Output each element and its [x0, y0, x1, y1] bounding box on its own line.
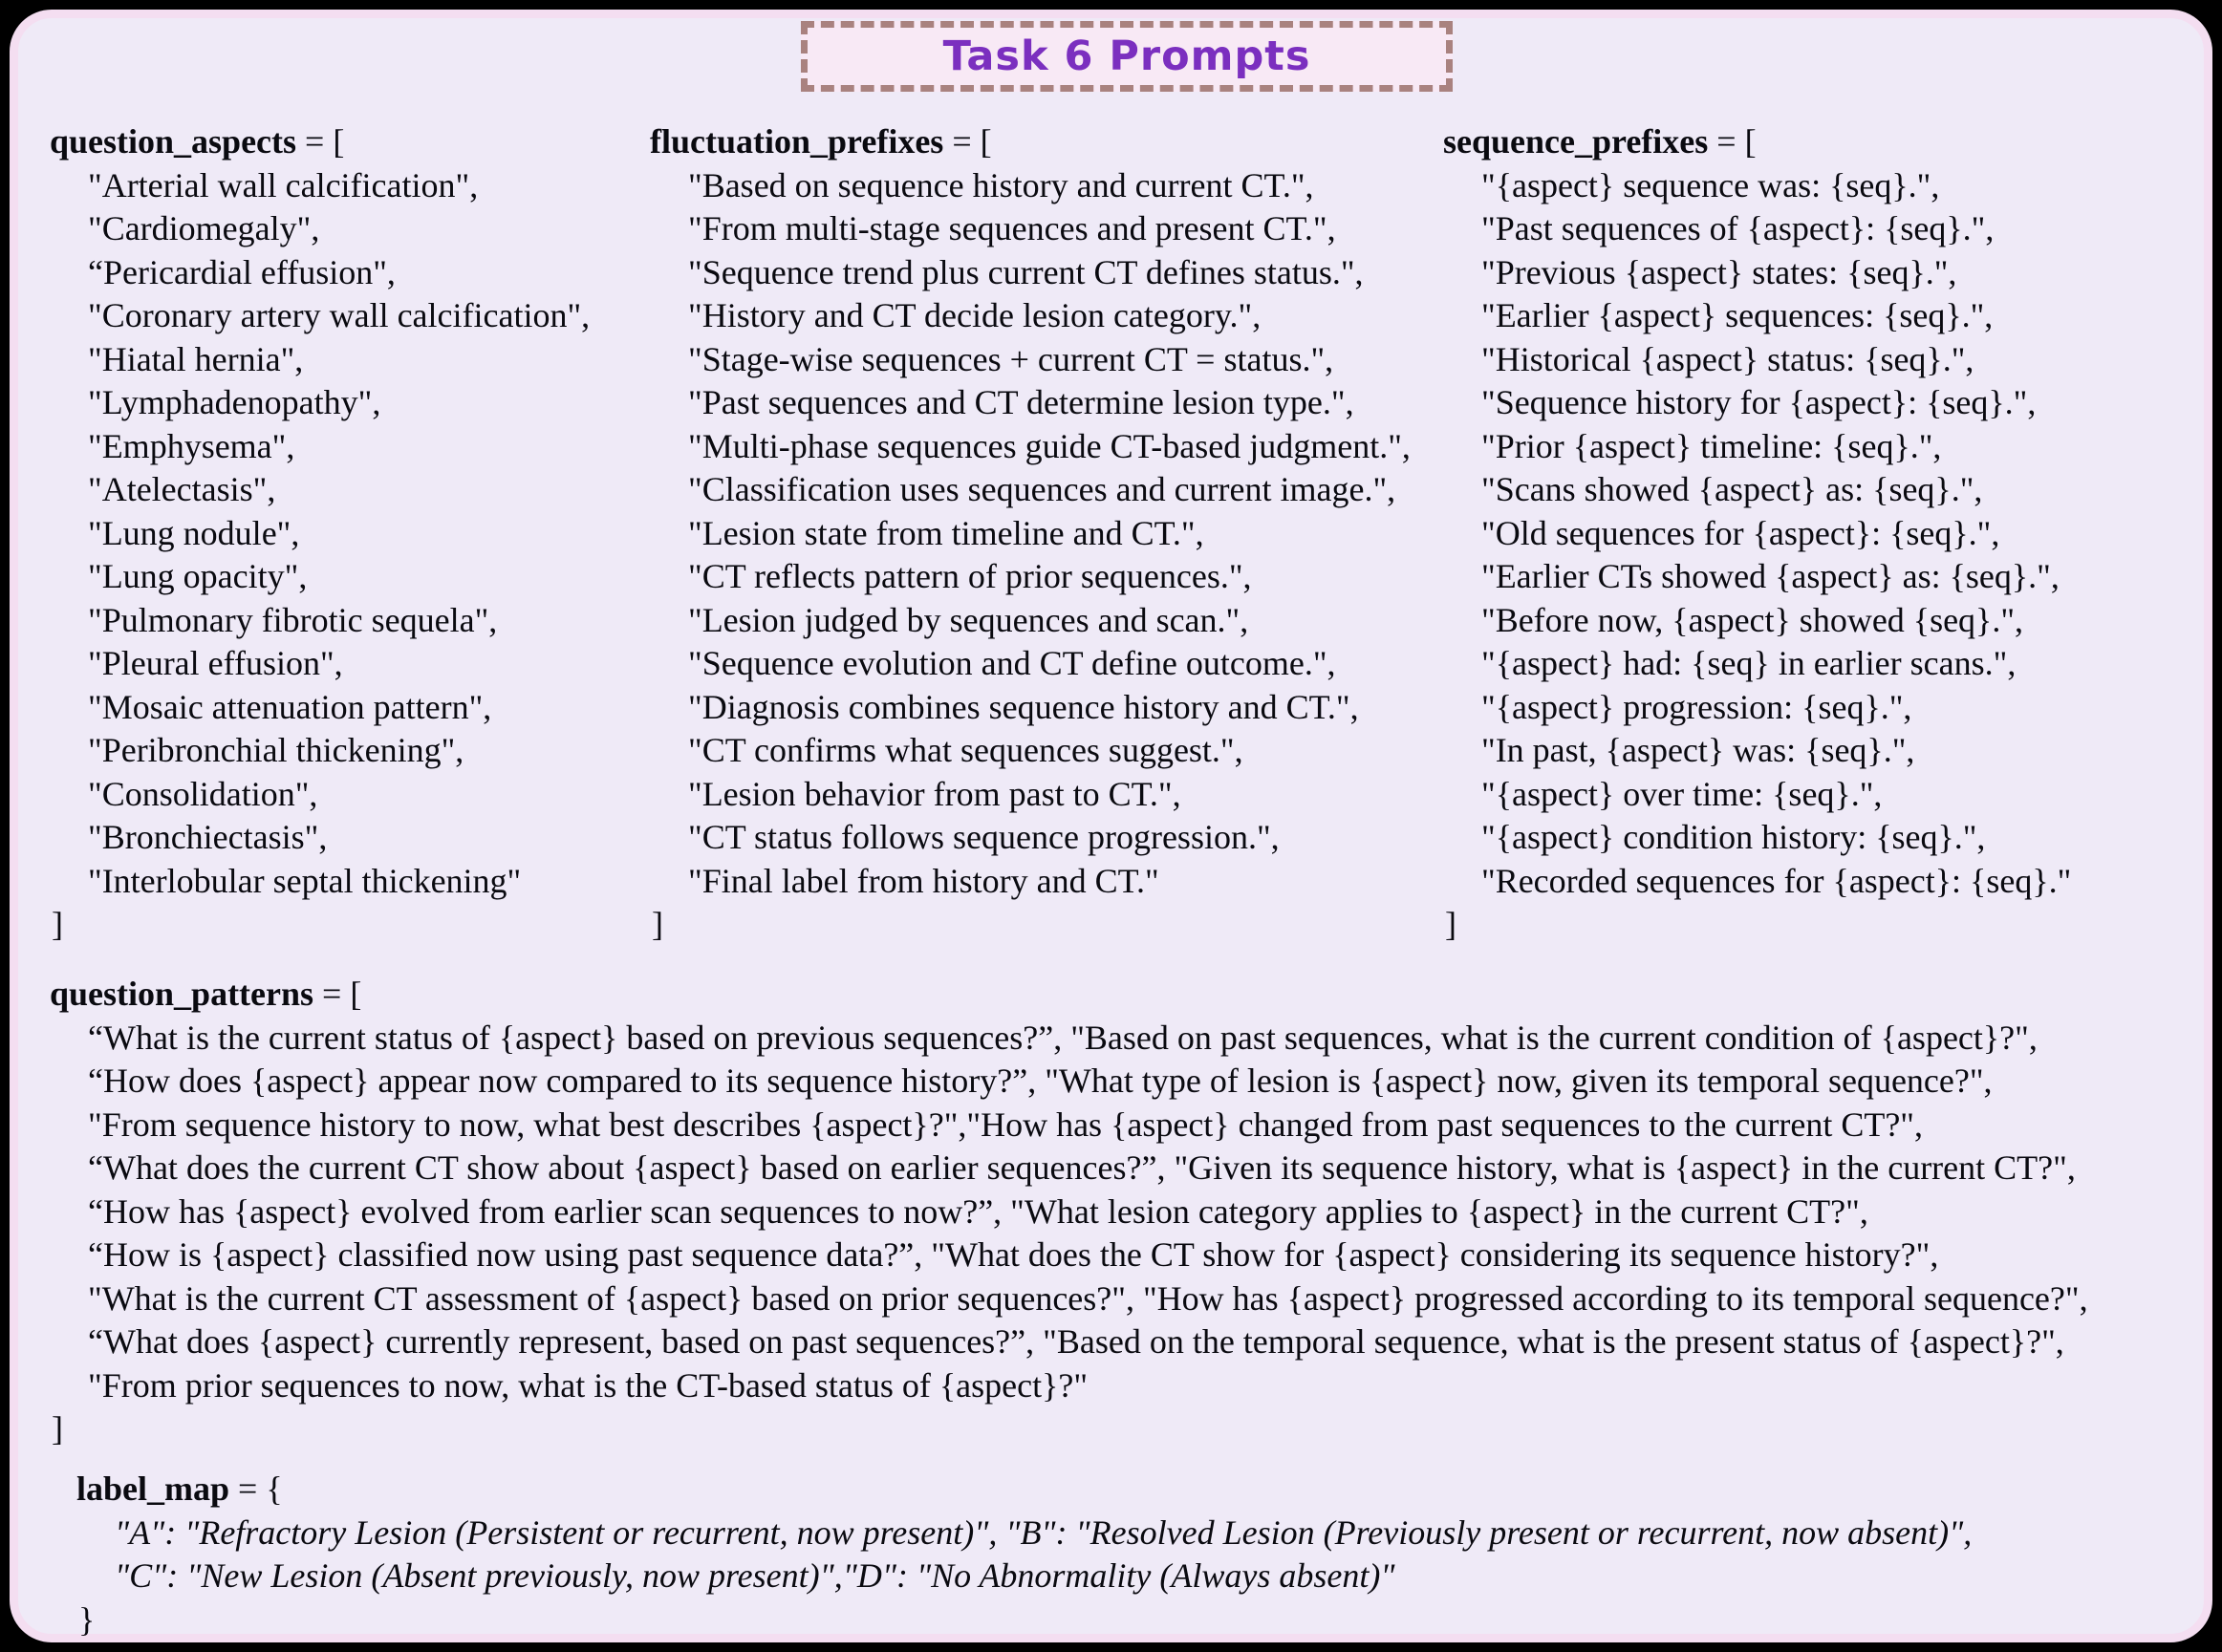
list-item: “Pericardial effusion",	[88, 252, 396, 291]
list-item: "Hiatal hernia",	[88, 339, 304, 378]
list-item: "{aspect} had: {seq} in earlier scans.",	[1481, 644, 2017, 682]
assign-open-bracket: = [	[952, 122, 992, 161]
list-item: "Lesion state from timeline and CT.",	[688, 513, 1204, 552]
list-item: “What does the current CT show about {aspect} based on earlier sequences?”, "Given its sequence history, what is {aspect} in the current CT?",	[88, 1148, 2076, 1187]
list-item: "A": "Refractory Lesion (Persistent or recurrent, now present)", "B": "Resolved Lesion (Previously present or recurrent, now absent)",	[115, 1513, 1973, 1552]
list-item: "Sequence trend plus current CT defines status.",	[688, 252, 1364, 291]
section-header	[1443, 120, 2071, 164]
variable-name: question_aspects	[50, 122, 297, 161]
section-label-map	[76, 1468, 1972, 1641]
assign-open-bracket: = [	[305, 122, 345, 161]
list-item: “How has {aspect} evolved from earlier scan sequences to now?”, "What lesion category applies to {aspect} in the current CT?",	[88, 1191, 1868, 1231]
title-box	[801, 21, 1453, 92]
close-bracket: ]	[1445, 905, 1456, 943]
list-item: "{aspect} condition history: {seq}.",	[1481, 818, 1986, 856]
variable-name: sequence_prefixes	[1443, 122, 1709, 161]
section-question-patterns	[50, 973, 2088, 1451]
list	[76, 1512, 1972, 1598]
list-item: "Final label from history and CT."	[688, 861, 1159, 900]
list	[50, 164, 590, 904]
list-item: "Interlobular septal thickening"	[88, 861, 522, 900]
list-item: "Stage-wise sequences + current CT = status.",	[688, 339, 1334, 378]
list-item: "Past sequences and CT determine lesion type.",	[688, 383, 1354, 421]
list-item: "Emphysema",	[88, 426, 295, 465]
list-item: "Coronary artery wall calcification",	[88, 296, 591, 334]
list-item: "Scans showed {aspect} as: {seq}.",	[1481, 470, 1983, 508]
list-item: "Past sequences of {aspect}: {seq}.",	[1481, 209, 1995, 247]
list-item: "From multi-stage sequences and present CT.",	[688, 209, 1336, 247]
list-item: "Consolidation",	[88, 774, 318, 813]
section-header	[76, 1468, 1972, 1512]
list-item: "Sequence evolution and CT define outcome.",	[688, 644, 1336, 682]
list-item: "CT reflects pattern of prior sequences.",	[688, 557, 1252, 595]
list-item: "{aspect} over time: {seq}.",	[1481, 774, 1883, 813]
list-item: "Before now, {aspect} showed {seq}.",	[1481, 600, 2024, 639]
list	[1443, 164, 2071, 904]
assign-open-bracket: = [	[322, 975, 362, 1013]
variable-name: question_patterns	[50, 975, 314, 1013]
list-item: "Arterial wall calcification",	[88, 165, 479, 204]
list-item: "Cardiomegaly",	[88, 209, 320, 247]
section-header	[650, 120, 1411, 164]
list-item: "Classification uses sequences and current image.",	[688, 470, 1396, 508]
list-item: "In past, {aspect} was: {seq}.",	[1481, 731, 1915, 769]
list-item: "Bronchiectasis",	[88, 818, 328, 856]
list-item: "CT status follows sequence progression.",	[688, 818, 1280, 856]
list-item: "Prior {aspect} timeline: {seq}.",	[1481, 426, 1942, 465]
list-item: "Previous {aspect} states: {seq}.",	[1481, 252, 1957, 291]
list-item: "Recorded sequences for {aspect}: {seq}."	[1481, 861, 2072, 900]
list-item: "{aspect} progression: {seq}.",	[1481, 687, 1912, 726]
list-item: "Diagnosis combines sequence history and CT.",	[688, 687, 1359, 726]
section-fluctuation-prefixes	[650, 120, 1411, 947]
list	[650, 164, 1411, 904]
list-item: “What does {aspect} currently represent, based on past sequences?”, "Based on the temporal sequence, what is the present status of {aspect}?",	[88, 1322, 2064, 1361]
section-header	[50, 120, 590, 164]
list-item: “What is the current status of {aspect} based on previous sequences?”, "Based on past sequences, what is the current condition of {aspect}?",	[88, 1018, 2038, 1057]
section-header	[50, 973, 2088, 1017]
page-title: Task 6 Prompts	[942, 32, 1311, 80]
list-item: "C": "New Lesion (Absent previously, now present)","D": "No Abnormality (Always absent)"	[115, 1556, 1395, 1595]
variable-name: label_map	[76, 1470, 230, 1508]
list-item: "Lung nodule",	[88, 513, 300, 552]
close-bracket: ]	[52, 905, 63, 943]
list-item: "Peribronchial thickening",	[88, 731, 464, 769]
list-item: "From prior sequences to now, what is the CT-based status of {aspect}?"	[88, 1365, 1089, 1405]
list-item: "What is the current CT assessment of {aspect} based on prior sequences?", "How has {aspect} progressed according to its temporal sequence?",	[88, 1278, 2088, 1318]
close-bracket: ]	[652, 905, 663, 943]
list-item: "Pleural effusion",	[88, 644, 343, 682]
list-item: "Based on sequence history and current CT.",	[688, 165, 1314, 204]
list-item: “How is {aspect} classified now using past sequence data?”, "What does the CT show for {aspect} considering its sequence history?",	[88, 1235, 1939, 1274]
list-item: "Old sequences for {aspect}: {seq}.",	[1481, 513, 2000, 552]
list-item: "Multi-phase sequences guide CT-based judgment.",	[688, 426, 1411, 465]
list-item: "From sequence history to now, what best describes {aspect}?","How has {aspect} changed from past sequences to the current CT?",	[88, 1105, 1924, 1144]
list-item: "Lesion judged by sequences and scan.",	[688, 600, 1249, 639]
list-item: "Earlier {aspect} sequences: {seq}.",	[1481, 296, 1994, 334]
list-item: "{aspect} sequence was: {seq}.",	[1481, 165, 1940, 204]
section-question-aspects	[50, 120, 590, 947]
list-item: "Lung opacity",	[88, 557, 308, 595]
list	[50, 1017, 2088, 1408]
close-brace: }	[78, 1599, 96, 1639]
list-item: “How does {aspect} appear now compared to its sequence history?”, "What type of lesion is {aspect} now, given its temporal sequence?",	[88, 1062, 1993, 1100]
list-item: "Earlier CTs showed {aspect} as: {seq}.",	[1481, 557, 2060, 595]
assign-open-bracket: = [	[1716, 122, 1757, 161]
list-item: "History and CT decide lesion category.",	[688, 296, 1262, 334]
section-sequence-prefixes	[1443, 120, 2071, 947]
list-item: "Pulmonary fibrotic sequela",	[88, 600, 498, 639]
variable-name: fluctuation_prefixes	[650, 122, 944, 161]
list-item: "Historical {aspect} status: {seq}.",	[1481, 339, 1974, 378]
list-item: "Lesion behavior from past to CT.",	[688, 774, 1181, 813]
list-item: "Sequence history for {aspect}: {seq}.",	[1481, 383, 2037, 421]
assign-open-brace: = {	[238, 1470, 283, 1508]
list-item: "Mosaic attenuation pattern",	[88, 687, 492, 726]
list-item: "Lymphadenopathy",	[88, 383, 381, 421]
list-item: "Atelectasis",	[88, 470, 276, 508]
close-bracket: ]	[52, 1409, 63, 1448]
list-item: "CT confirms what sequences suggest.",	[688, 731, 1243, 769]
